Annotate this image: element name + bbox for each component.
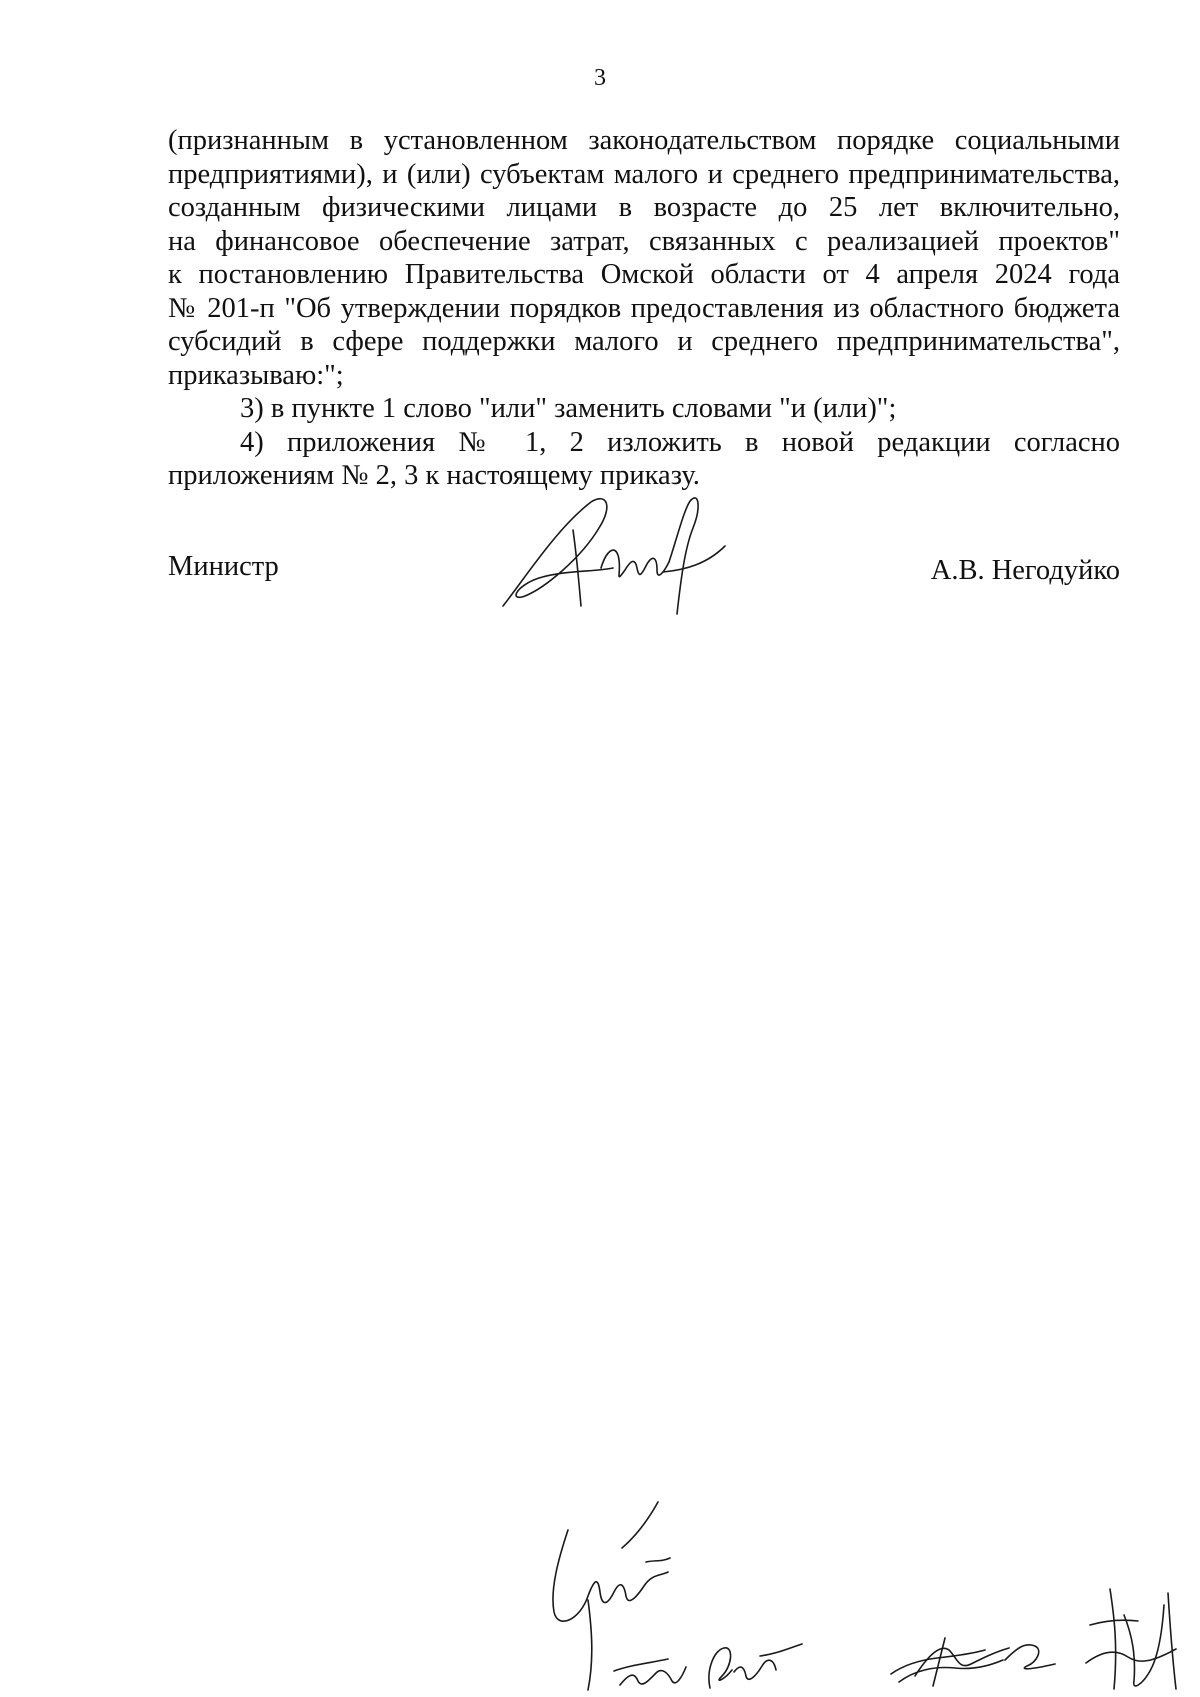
visa-signature-2 <box>610 1645 690 1695</box>
page-number: 3 <box>594 65 606 91</box>
signer-name: А.В. Негодуйко <box>930 555 1120 586</box>
signer-position: Министр <box>168 551 279 582</box>
document-body <box>168 124 1120 493</box>
body-line: № 201-п "Об утверждении порядков предоставления из областного бюджета <box>168 292 1120 324</box>
visa-signature-4 <box>885 1630 1060 1690</box>
body-line-item-4: 4) приложения № 1, 2 изложить в новой редакции согласно <box>240 426 1120 458</box>
body-line: предприятиями), и (или) субъектам малого и среднего предпринимательства, <box>168 158 1120 190</box>
body-line: приложениям № 2, 3 к настоящему приказу. <box>168 460 700 491</box>
body-line: к постановлению Правительства Омской области от 4 апреля 2024 года <box>168 259 1120 290</box>
body-line: субсидий в сфере поддержки малого и среднего предпринимательства", <box>168 326 1120 357</box>
body-line: (признанным в установленном законодательством порядке социальными <box>168 125 1120 156</box>
body-line: приказываю:"; <box>168 359 344 391</box>
body-line: на финансовое обеспечение затрат, связанных с реализацией проектов" <box>168 225 1120 257</box>
visa-signature-5 <box>1080 1585 1185 1695</box>
handwritten-signature <box>495 488 730 628</box>
body-line-item-3: 3) в пункте 1 слово "или" заменить словами "и (или)"; <box>240 393 897 424</box>
visa-signature-3 <box>700 1640 805 1695</box>
body-line: созданным физическими лицами в возрасте до 25 лет включительно, <box>168 192 1120 223</box>
